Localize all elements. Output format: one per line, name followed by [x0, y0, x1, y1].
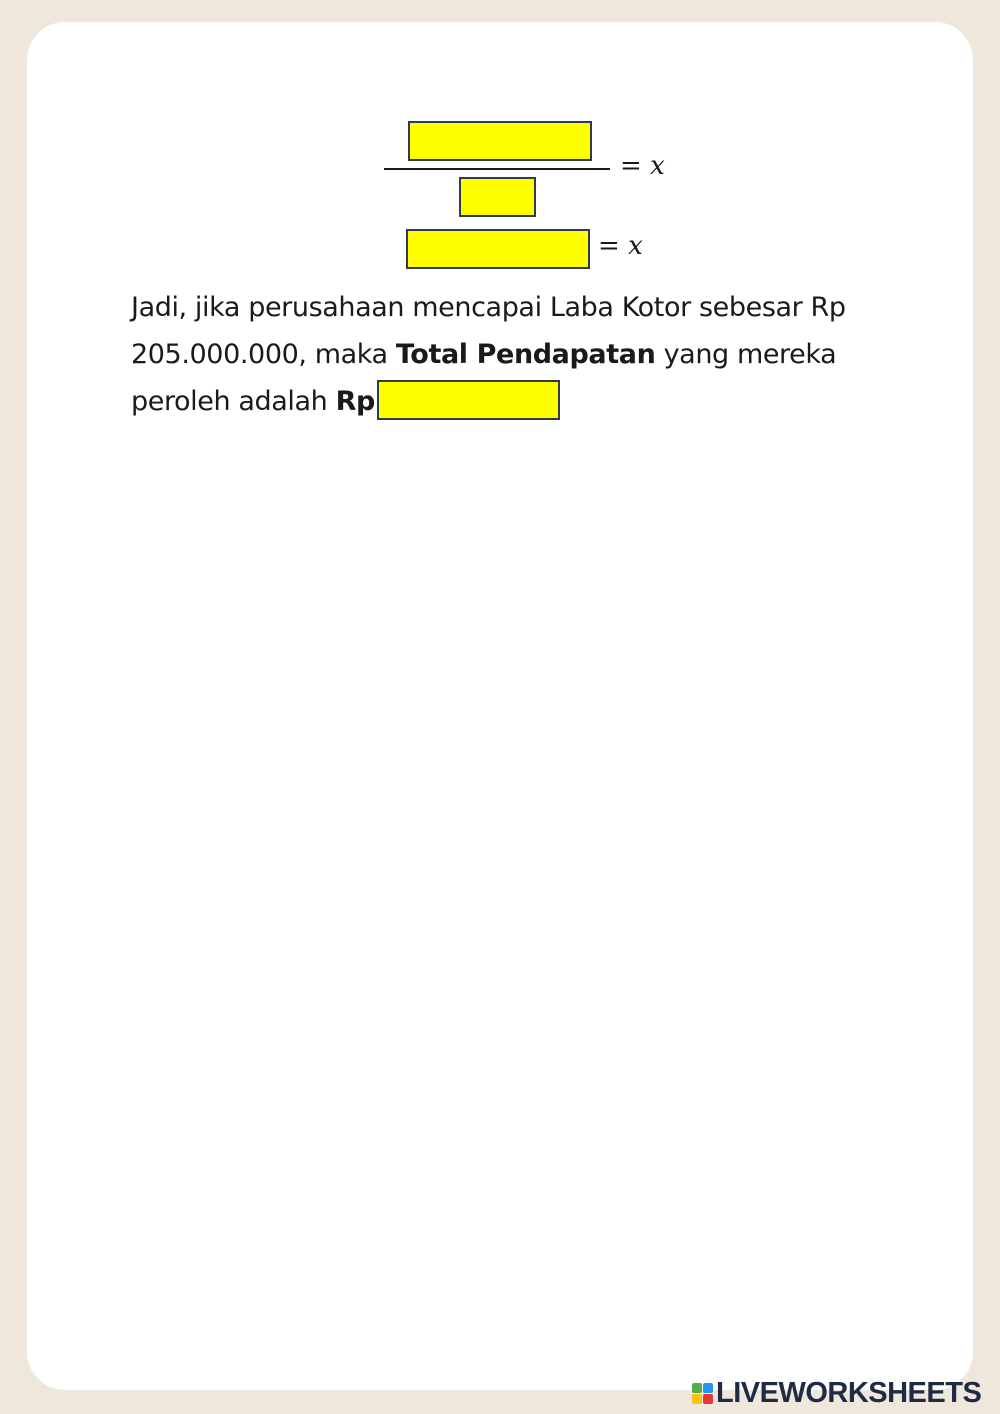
worksheet-page	[27, 22, 973, 1390]
equals-sign: =	[620, 151, 642, 181]
total-pendapatan-label: Total Pendapatan	[395, 339, 656, 370]
result-equals-x	[598, 231, 643, 261]
liveworksheets-logo	[692, 1377, 981, 1410]
numerator-answer-field[interactable]	[408, 121, 592, 161]
fraction-equals-x	[620, 151, 665, 181]
variable-x: x	[650, 151, 665, 181]
equals-sign: =	[598, 231, 620, 261]
liveworksheets-logo-icon	[692, 1383, 713, 1404]
currency-label: Rp	[335, 386, 375, 417]
conclusion-text-part1: Jadi, jika perusahaan mencapai Laba Kotor sebesar Rp 205.000.000, maka	[131, 292, 846, 370]
variable-x: x	[628, 231, 643, 261]
result-answer-field[interactable]	[406, 229, 590, 269]
denominator-answer-field[interactable]	[459, 177, 536, 217]
total-revenue-answer-field[interactable]	[377, 380, 560, 420]
liveworksheets-brand-text: LIVEWORKSHEETS	[716, 1377, 982, 1409]
conclusion-paragraph	[131, 284, 891, 425]
conclusion-text-part2: yang mereka peroleh adalah	[131, 339, 837, 417]
fraction-bar	[384, 168, 610, 170]
